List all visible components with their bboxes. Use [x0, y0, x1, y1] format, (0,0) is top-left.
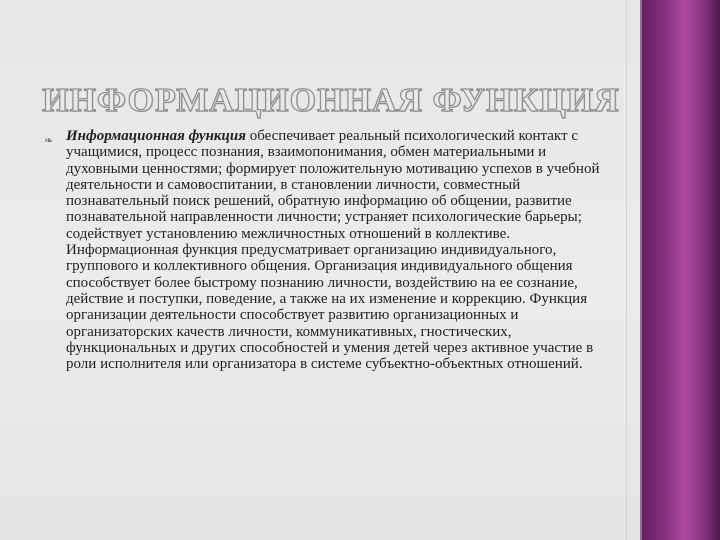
divider-line: [626, 0, 627, 540]
slide-title: ИНФОРМАЦИОННАЯ ФУНКЦИЯ: [42, 82, 620, 119]
slide-body: [66, 128, 606, 372]
body-lead-term: Информационная функция: [66, 128, 246, 144]
decorative-side-panel: [640, 0, 720, 540]
ornament-bullet-icon: ❧: [44, 135, 54, 147]
body-paragraph: обеспечивает реальный психологический контакт с учащимися, процесс познания, взаимопонимания, обмен материальными и духовными ценностями; формирует положительную мотивацию успехов в учебной деятельности и самовоспитании, в становлении личности, совместный познавательный поиск решений, обратную информацию об общении, развитие познавательной направленности личности; устраняет психологические барьеры; содействует установлению межличностных отношений в коллективе. Информационная функция предусматривает организацию индивидуального, группового и коллективного общения. Организация индивидуального общения способствует более быстрому познанию личности, воздействию на ее сознание, действие и поступки, поведение, а также на их изменение и коррекцию. Функция организации деятельности способствует развитию организационных и организаторских качеств личности, коммуникативных, гностических, функциональных и других способностей и умения детей через активное участие в роли исполнителя или организатора в системе субъектно-объектных отношений.: [66, 128, 600, 373]
